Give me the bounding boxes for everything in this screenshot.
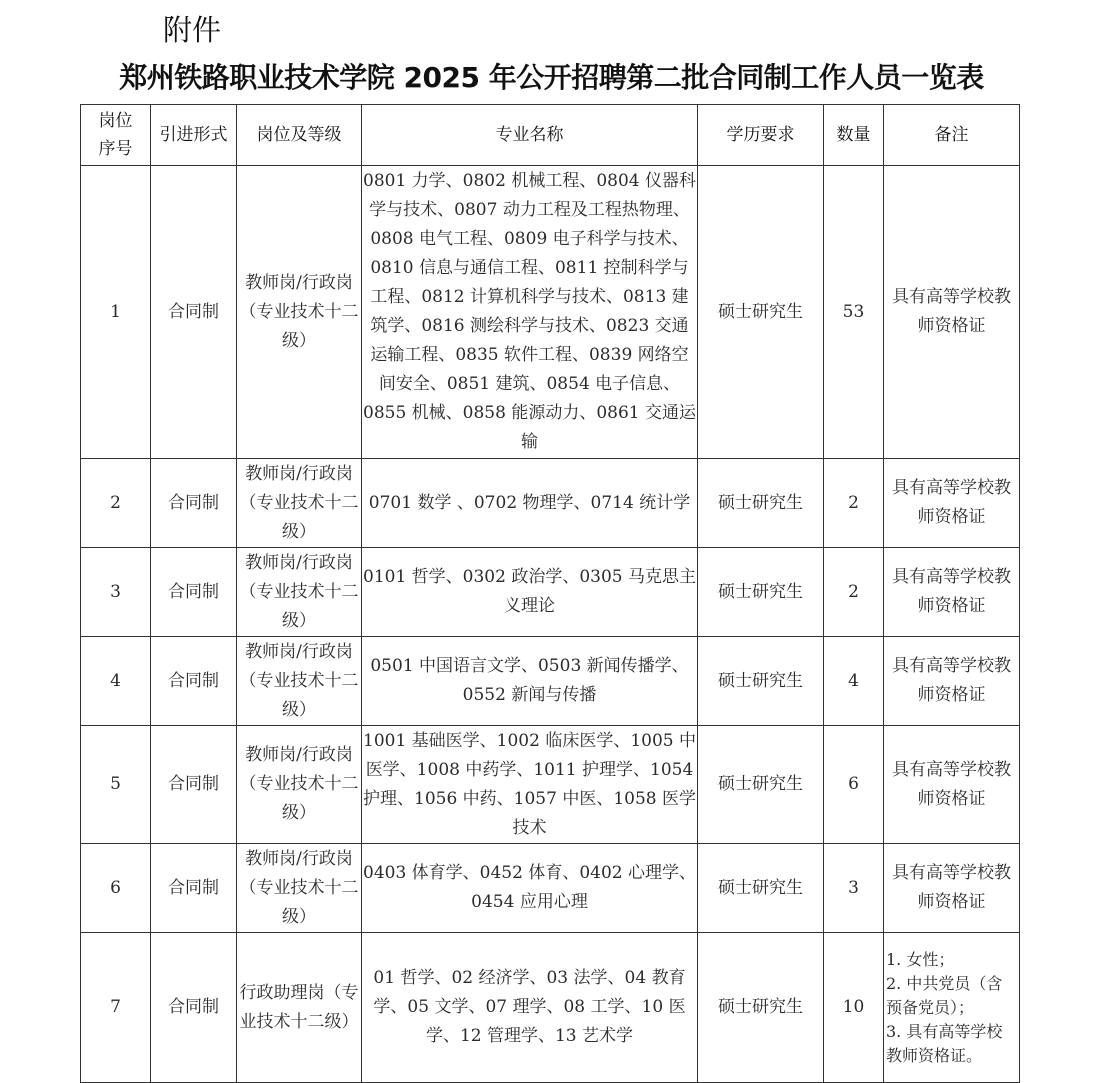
cell-count: 6 — [824, 726, 884, 844]
header-form: 引进形式 — [151, 105, 237, 166]
cell-position: 教师岗/行政岗（专业技术十二级） — [237, 166, 362, 459]
cell-notes: 具有高等学校教师资格证 — [884, 548, 1020, 637]
table-row — [81, 459, 1020, 548]
cell-seq: 5 — [81, 726, 151, 844]
table-row — [81, 844, 1020, 933]
header-position: 岗位及等级 — [237, 105, 362, 166]
cell-major: 0403 体育学、0452 体育、0402 心理学、0454 应用心理 — [362, 844, 698, 933]
recruitment-table — [80, 104, 1020, 1083]
cell-position: 教师岗/行政岗（专业技术十二级） — [237, 548, 362, 637]
cell-form: 合同制 — [151, 459, 237, 548]
cell-notes: 具有高等学校教师资格证 — [884, 166, 1020, 459]
cell-major: 1001 基础医学、1002 临床医学、1005 中医学、1008 中药学、1011 护理学、1054 护理、1056 中药、1057 中医、1058 医学技术 — [362, 726, 698, 844]
cell-position: 教师岗/行政岗（专业技术十二级） — [237, 459, 362, 548]
header-seq: 岗位 序号 — [81, 105, 151, 166]
table-row — [81, 726, 1020, 844]
cell-major: 0801 力学、0802 机械工程、0804 仪器科学与技术、0807 动力工程及工程热物理、0808 电气工程、0809 电子科学与技术、0810 信息与通信工程、0811 控制科学与工程、0812 计算机科学与技术、0813 建筑学、0816 测绘科学与技术、0823 交通运输工程、0835 软件工程、0839 网络空间安全、0851 建筑、0854 电子信息、0855 机械、0858 能源动力、0861 交通运输 — [362, 166, 698, 459]
cell-seq: 1 — [81, 166, 151, 459]
cell-position: 教师岗/行政岗（专业技术十二级） — [237, 726, 362, 844]
cell-notes: 具有高等学校教师资格证 — [884, 459, 1020, 548]
cell-position: 教师岗/行政岗（专业技术十二级） — [237, 844, 362, 933]
cell-count: 53 — [824, 166, 884, 459]
cell-major: 0701 数学 、0702 物理学、0714 统计学 — [362, 459, 698, 548]
cell-notes — [884, 933, 1020, 1083]
note-line: 1. 女性； — [886, 949, 955, 969]
cell-education: 硕士研究生 — [698, 933, 824, 1083]
cell-seq: 2 — [81, 459, 151, 548]
table-row — [81, 166, 1020, 459]
cell-major: 0501 中国语言文学、0503 新闻传播学、0552 新闻与传播 — [362, 637, 698, 726]
cell-major: 01 哲学、02 经济学、03 法学、04 教育学、05 文学、07 理学、08 工学、10 医学、12 管理学、13 艺术学 — [362, 933, 698, 1083]
cell-count: 2 — [824, 459, 884, 548]
header-education: 学历要求 — [698, 105, 824, 166]
cell-count: 4 — [824, 637, 884, 726]
cell-position: 教师岗/行政岗（专业技术十二级） — [237, 637, 362, 726]
cell-form: 合同制 — [151, 726, 237, 844]
note-line: 3. 具有高等学校教师资格证。 — [886, 1021, 1003, 1065]
header-notes: 备注 — [884, 105, 1020, 166]
cell-form: 合同制 — [151, 637, 237, 726]
cell-education: 硕士研究生 — [698, 726, 824, 844]
cell-count: 10 — [824, 933, 884, 1083]
cell-form: 合同制 — [151, 933, 237, 1083]
cell-notes: 具有高等学校教师资格证 — [884, 844, 1020, 933]
header-count: 数量 — [824, 105, 884, 166]
table-row — [81, 933, 1020, 1083]
document-title: 郑州铁路职业技术学院 2025 年公开招聘第二批合同制工作人员一览表 — [119, 61, 984, 94]
cell-form: 合同制 — [151, 844, 237, 933]
table-row — [81, 637, 1020, 726]
cell-form: 合同制 — [151, 166, 237, 459]
cell-education: 硕士研究生 — [698, 166, 824, 459]
cell-seq: 3 — [81, 548, 151, 637]
cell-education: 硕士研究生 — [698, 459, 824, 548]
note-line: 2. 中共党员（含预备党员）； — [886, 973, 1003, 1017]
table-row — [81, 548, 1020, 637]
cell-seq: 7 — [81, 933, 151, 1083]
cell-education: 硕士研究生 — [698, 844, 824, 933]
header-major: 专业名称 — [362, 105, 698, 166]
cell-notes: 具有高等学校教师资格证 — [884, 726, 1020, 844]
table-header-row — [81, 105, 1020, 166]
cell-education: 硕士研究生 — [698, 637, 824, 726]
cell-form: 合同制 — [151, 548, 237, 637]
cell-position: 行政助理岗（专业技术十二级） — [237, 933, 362, 1083]
cell-count: 3 — [824, 844, 884, 933]
cell-education: 硕士研究生 — [698, 548, 824, 637]
cell-notes: 具有高等学校教师资格证 — [884, 637, 1020, 726]
cell-count: 2 — [824, 548, 884, 637]
cell-major: 0101 哲学、0302 政治学、0305 马克思主义理论 — [362, 548, 698, 637]
cell-seq: 4 — [81, 637, 151, 726]
attachment-label: 附件 — [163, 13, 222, 47]
cell-seq: 6 — [81, 844, 151, 933]
